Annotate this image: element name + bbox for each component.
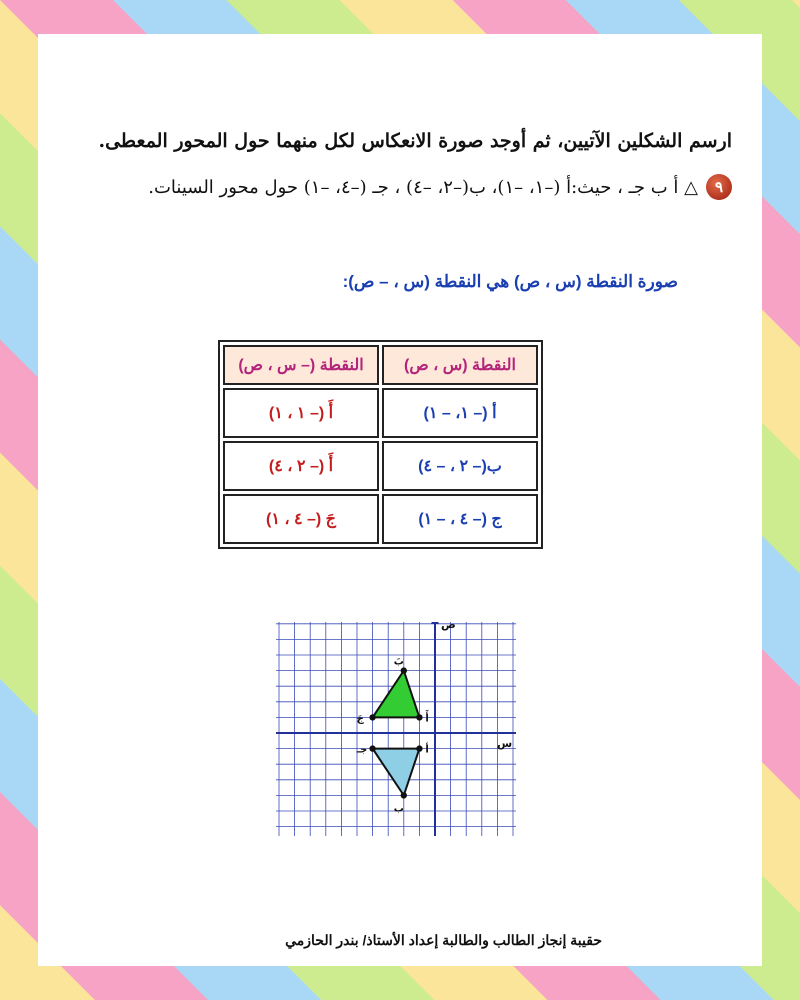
reflection-rule: صورة النقطة (س ، ص) هي النقطة (س ، – ص):: [342, 272, 678, 291]
y-axis-arrow-icon: [431, 622, 439, 624]
original-triangle: [373, 749, 420, 796]
header-image-point: النقطة (– س ، ص): [223, 345, 379, 385]
original-point-cell: أ (– ١، – ١): [382, 388, 538, 438]
vertex-label: ب: [393, 803, 404, 815]
table-row: [223, 388, 538, 438]
vertex-point: [416, 745, 422, 751]
image-triangle: [373, 671, 420, 718]
vertex-point: [369, 714, 375, 720]
coordinate-plane: [276, 622, 516, 836]
image-point-cell: أَ (– ١ ، ١): [223, 388, 379, 438]
vertex-label: أَ: [425, 713, 429, 725]
problem-text: △ أ ب جـ ، حيث:أ (–١، –١)، ب(–٢، –٤) ، جـ (–٤، –١) حول محور السينات.: [148, 176, 698, 198]
table-header-row: [223, 345, 538, 385]
table-row: [223, 494, 538, 544]
coordinate-graph: [276, 622, 516, 836]
table-row: [223, 441, 538, 491]
header-original-point: النقطة (س ، ص): [382, 345, 538, 385]
worksheet-page: [38, 34, 762, 966]
vertex-label: جـ: [356, 744, 368, 756]
problem-statement: [52, 174, 732, 200]
problem-number-badge: ٩: [706, 174, 732, 200]
vertex-label: جَ: [356, 713, 364, 725]
vertex-label: أ: [425, 744, 429, 756]
vertex-point: [416, 714, 422, 720]
vertex-label: بَ: [393, 656, 404, 668]
original-point-cell: ب(– ٢ ، – ٤): [382, 441, 538, 491]
vertex-point: [369, 745, 375, 751]
original-point-cell: ج (– ٤ ، – ١): [382, 494, 538, 544]
y-axis-label: ص: [441, 622, 456, 631]
x-axis-label: س: [497, 737, 513, 750]
instruction-text: ارسم الشكلين الآتيين، ثم أوجد صورة الانعكاس لكل منهما حول المحور المعطى.: [98, 130, 732, 152]
vertex-point: [401, 667, 407, 673]
coordinates-table: [218, 340, 543, 549]
image-point-cell: أَ (– ٢ ، ٤): [223, 441, 379, 491]
footer-credit: حقيبة إنجاز الطالب والطالبة إعداد الأستاذ/ بندر الحازمي: [285, 932, 602, 948]
vertex-point: [401, 792, 407, 798]
image-point-cell: جَ (– ٤ ، ١): [223, 494, 379, 544]
